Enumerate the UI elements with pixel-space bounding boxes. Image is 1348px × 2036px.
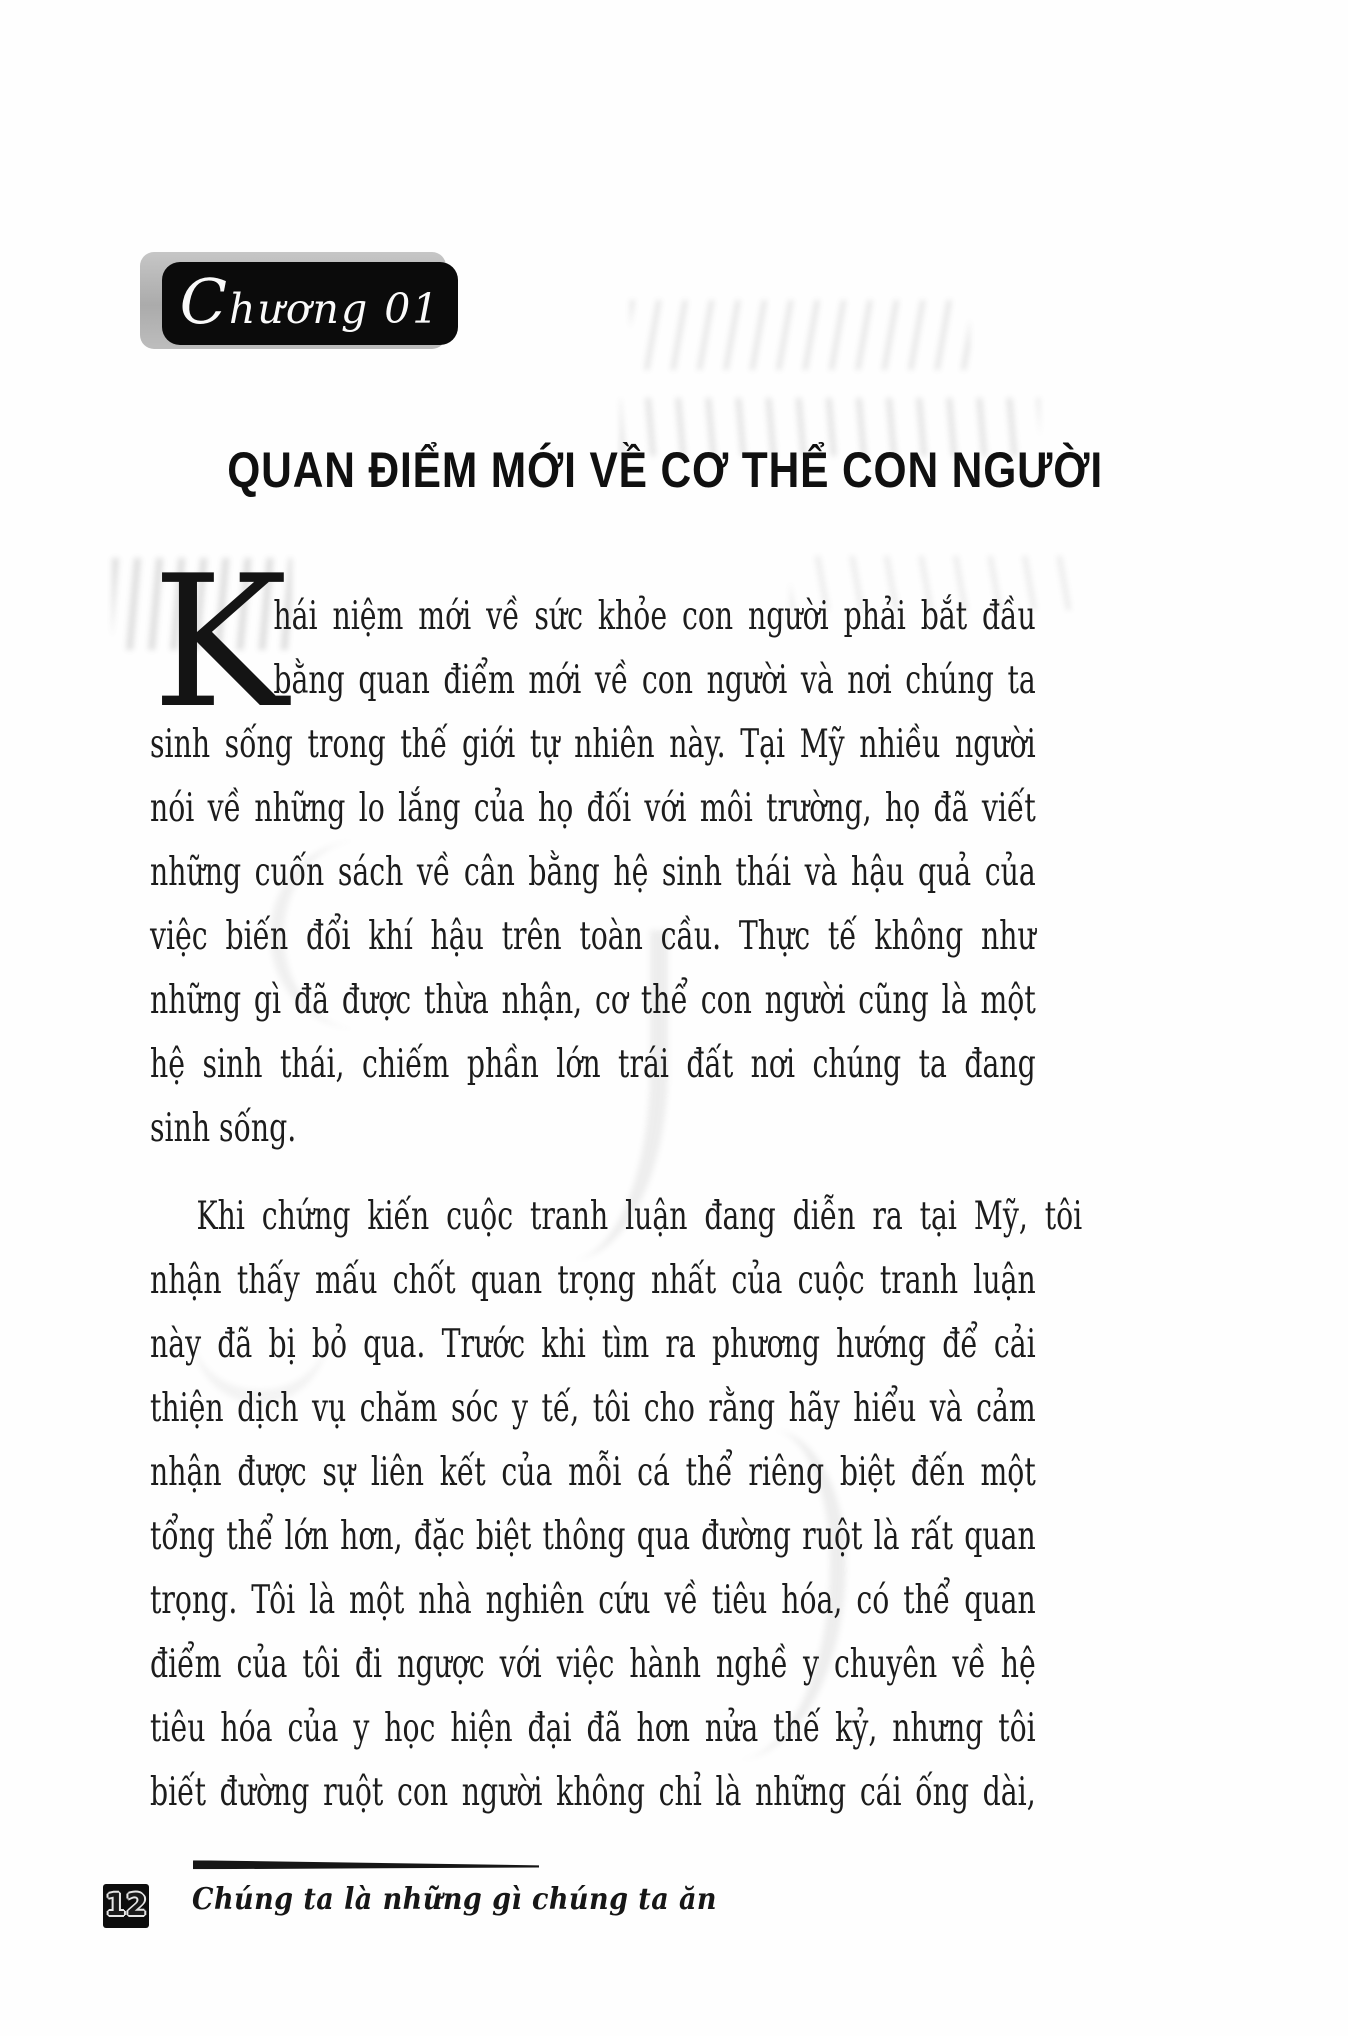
- body-line: nói về những lo lắng của họ đối với môi trường, họ đã viết: [150, 786, 1036, 831]
- body-line: này đã bị bỏ qua. Trước khi tìm ra phương hướng để cải: [150, 1322, 1036, 1367]
- chapter-title: [150, 426, 1103, 526]
- body-line: sinh sống.: [150, 1106, 297, 1151]
- body-text-column: [150, 536, 1083, 1825]
- body-line: hái niệm mới về sức khỏe con người phải bắt đầu: [273, 594, 1036, 639]
- paragraph-1: [150, 585, 1036, 1161]
- body-line: trọng. Tôi là một nhà nghiên cứu về tiêu hóa, có thể quan: [150, 1578, 1036, 1623]
- page-number-badge: 12: [103, 1884, 149, 1928]
- body-line: những cuốn sách về cân bằng hệ sinh thái và hậu quả của: [150, 850, 1036, 895]
- body-line: tổng thể lớn hơn, đặc biệt thông qua đường ruột là rất quan: [150, 1514, 1036, 1559]
- footer-rule: [193, 1860, 539, 1871]
- chapter-badge-initial: C: [179, 265, 230, 338]
- body-line: việc biến đổi khí hậu trên toàn cầu. Thực tế không như: [150, 914, 1036, 959]
- body-line: bằng quan điểm mới về con người và nơi chúng ta: [273, 658, 1036, 703]
- bleed-through-artifact: [630, 300, 970, 370]
- drop-cap: K: [152, 536, 288, 748]
- body-line: biết đường ruột con người không chỉ là những cái ống dài,: [150, 1770, 1036, 1815]
- chapter-title-text: QUAN ĐIỂM MỚI VỀ CƠ THỂ CON NGƯỜI: [227, 442, 1103, 498]
- body-line: thiện dịch vụ chăm sóc y tế, tôi cho rằng hãy hiểu và cảm: [150, 1386, 1036, 1431]
- running-title: Chúng ta là những gì chúng ta ăn: [192, 1882, 718, 1917]
- body-line: nhận thấy mấu chốt quan trọng nhất của cuộc tranh luận: [150, 1258, 1036, 1303]
- chapter-badge: [162, 262, 458, 345]
- body-line: sinh sống trong thế giới tự nhiên này. Tại Mỹ nhiều người: [150, 722, 1036, 767]
- chapter-badge-label: hương 01: [229, 285, 441, 333]
- body-line: điểm của tôi đi ngược với việc hành nghề y chuyên về hệ: [150, 1642, 1036, 1687]
- body-line: những gì đã được thừa nhận, cơ thể con người cũng là một: [150, 978, 1036, 1023]
- body-line: tiêu hóa của y học hiện đại đã hơn nửa thế kỷ, nhưng tôi: [150, 1706, 1036, 1751]
- body-line: hệ sinh thái, chiếm phần lớn trái đất nơi chúng ta đang: [150, 1042, 1036, 1087]
- body-line: nhận được sự liên kết của mỗi cá thể riêng biệt đến một: [150, 1450, 1036, 1495]
- paragraph-2: [150, 1185, 1083, 1825]
- body-line: Khi chứng kiến cuộc tranh luận đang diễn ra tại Mỹ, tôi: [196, 1194, 1083, 1239]
